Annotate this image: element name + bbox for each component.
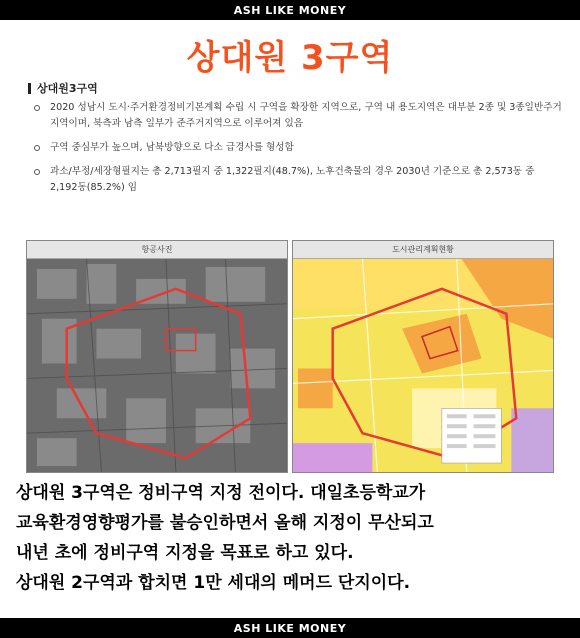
bullet-dot-icon <box>34 169 40 175</box>
caption-text <box>16 478 564 598</box>
urban-plan-image <box>293 259 553 472</box>
bottom-banner-label: ASH LIKE MONEY <box>233 621 347 635</box>
top-banner-label: ASH LIKE MONEY <box>233 3 347 17</box>
caption-line: 상대원 3구역은 정비구역 지정 전이다. 대일초등학교가 <box>16 483 426 503</box>
bullet-item <box>34 140 564 156</box>
content-card <box>0 20 580 618</box>
bullet-dot-icon <box>34 105 40 111</box>
urban-plan-map <box>292 240 554 473</box>
caption-line: 교육환경영향평가를 불승인하면서 올해 지정이 무산되고 <box>16 513 434 533</box>
bullet-text: 구역 중심부가 높으며, 남북방향으로 다소 급경사를 형성함 <box>50 142 294 153</box>
caption-line: 상대원 2구역과 합치면 1만 세대의 메머드 단지이다. <box>16 573 411 593</box>
aerial-photo-map <box>26 240 288 473</box>
top-banner <box>0 0 580 20</box>
caption-line: 내년 초에 정비구역 지정을 목표로 하고 있다. <box>16 543 354 563</box>
aerial-photo-caption: 항공사진 <box>27 241 287 259</box>
bullet-item <box>34 100 564 132</box>
section-marker <box>28 83 31 94</box>
maps-row <box>26 240 554 473</box>
aerial-photo-image <box>27 259 287 472</box>
bottom-banner <box>0 618 580 638</box>
bullet-item <box>34 164 564 196</box>
bullet-text: 과소/부정/세장형필지는 총 2,713필지 중 1,322필지(48.7%), 노후건축물의 경우 2030년 기준으로 총 2,573동 중 2,192동(85.2%) 임 <box>50 166 535 193</box>
bullet-list <box>34 100 564 204</box>
urban-plan-caption: 도시관리계획현황 <box>293 241 553 259</box>
section-title-text: 상대원3구역 <box>37 82 98 95</box>
section-title <box>28 80 98 96</box>
bullet-dot-icon <box>34 145 40 151</box>
headline: 상대원 3구역 <box>186 38 394 78</box>
bullet-text: 2020 성남시 도시·주거환경정비기본계획 수립 시 구역을 확장한 지역으로, 구역 내 용도지역은 대부분 2종 및 3종일반주거지역이며, 북측과 남측 일부가 준주거지역으로 이루어져 있음 <box>50 102 562 129</box>
